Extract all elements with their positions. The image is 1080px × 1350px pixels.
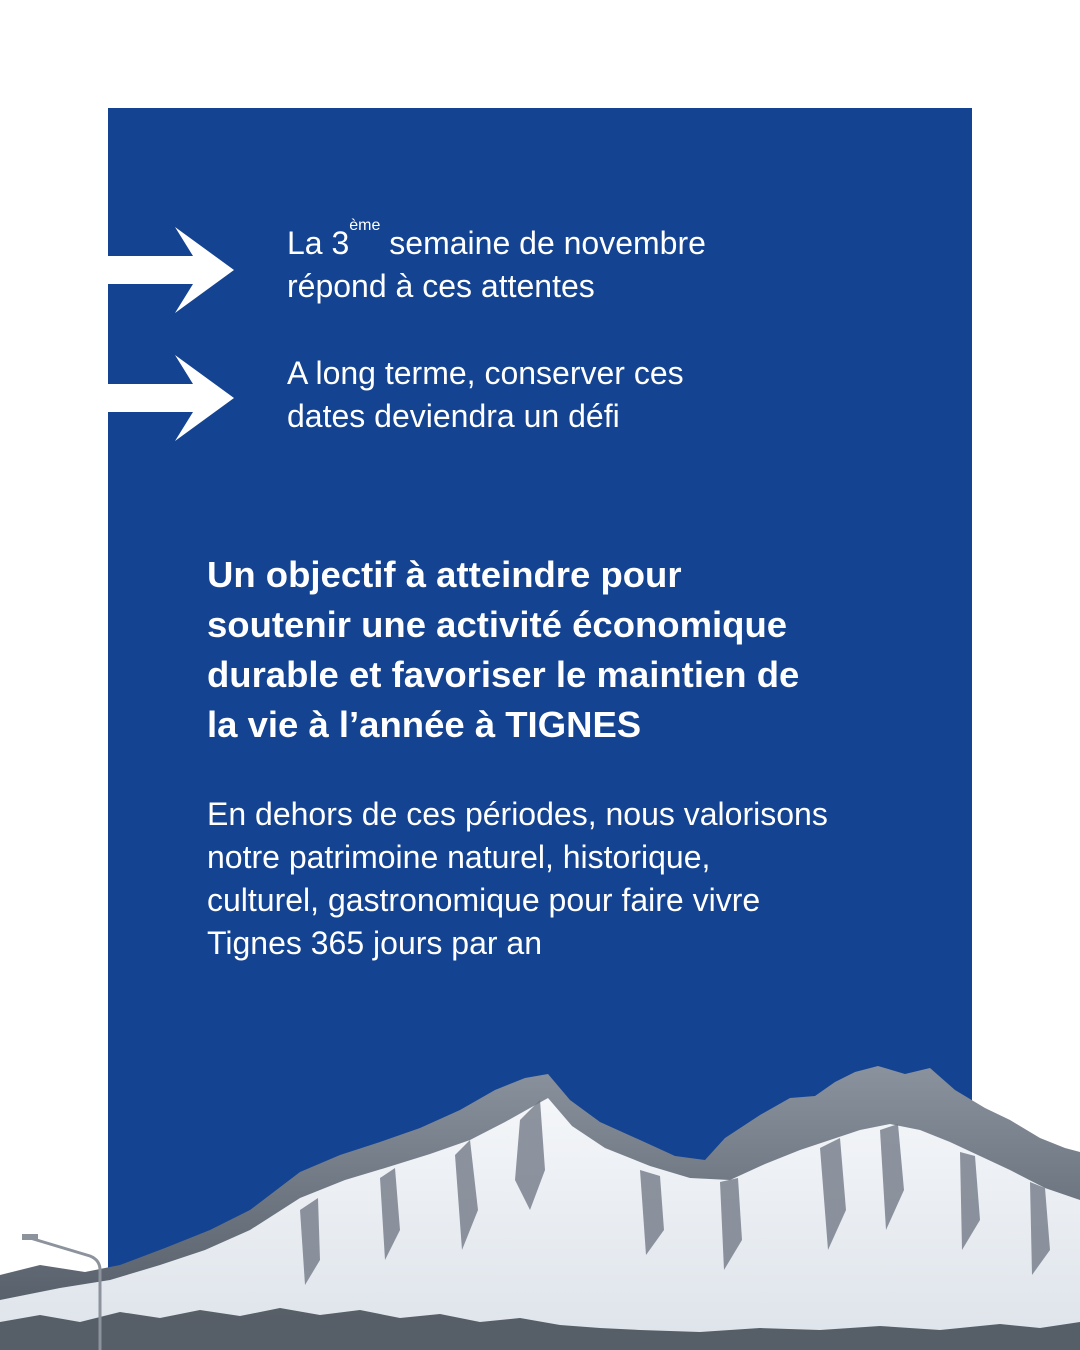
bullet-line-rest: semaine de novembre bbox=[380, 225, 706, 261]
headline-line: la vie à l’année à TIGNES bbox=[207, 704, 642, 745]
body-paragraph bbox=[207, 793, 927, 965]
headline-line: Un objectif à atteindre pour bbox=[207, 554, 682, 595]
bullet-prefix: La 3 bbox=[287, 225, 350, 261]
headline-line: durable et favoriser le maintien de bbox=[207, 654, 800, 695]
bullet-item-dates bbox=[287, 217, 706, 308]
bullet-superscript: ème bbox=[349, 217, 381, 234]
bullet-line bbox=[287, 217, 706, 265]
body-line: notre patrimoine naturel, historique, bbox=[207, 839, 711, 875]
bullet-line: répond à ces attentes bbox=[287, 268, 595, 304]
arrow-right-icon bbox=[108, 355, 234, 441]
arrow-right-icon bbox=[108, 227, 234, 313]
headline bbox=[207, 550, 927, 750]
body-line: En dehors de ces périodes, nous valorisons bbox=[207, 796, 828, 832]
bullet-line: dates deviendra un défi bbox=[287, 398, 620, 434]
body-line: culturel, gastronomique pour faire vivre bbox=[207, 882, 761, 918]
headline-line: soutenir une activité économique bbox=[207, 604, 788, 645]
body-line: Tignes 365 jours par an bbox=[207, 925, 543, 961]
snowy-mountains-illustration bbox=[0, 1060, 1080, 1350]
bullet-item-challenge bbox=[287, 352, 684, 438]
bullet-line: A long terme, conserver ces bbox=[287, 355, 684, 391]
